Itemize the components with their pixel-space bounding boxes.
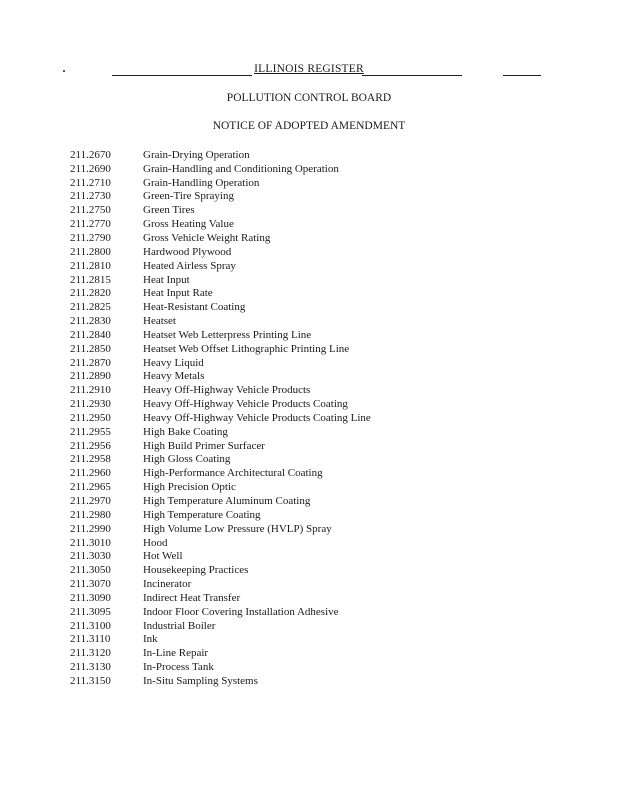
definition-term: Heavy Off-Highway Vehicle Products Coating xyxy=(143,398,348,411)
section-number: 211.2710 xyxy=(70,176,111,189)
definition-row xyxy=(70,425,371,439)
definition-row xyxy=(70,273,371,287)
definition-row xyxy=(70,536,371,550)
definition-row xyxy=(70,646,371,660)
definition-row xyxy=(70,549,371,563)
board-title: POLLUTION CONTROL BOARD xyxy=(226,92,392,104)
section-number: 211.2850 xyxy=(70,342,111,355)
definition-row xyxy=(70,453,371,467)
definition-term: Hardwood Plywood xyxy=(143,245,232,258)
definition-row xyxy=(70,397,371,411)
definition-row xyxy=(70,522,371,536)
definition-row xyxy=(70,356,371,370)
definition-term: High Gloss Coating xyxy=(143,453,231,466)
definition-term: In-Situ Sampling Systems xyxy=(143,674,258,687)
section-number: 211.2956 xyxy=(70,439,111,452)
header-rule-left xyxy=(112,75,252,76)
definition-row xyxy=(70,383,371,397)
section-number: 211.2820 xyxy=(70,287,111,300)
definition-term: Heat Input Rate xyxy=(143,287,213,300)
section-number: 211.2830 xyxy=(70,315,111,328)
definition-term: Green-Tire Spraying xyxy=(143,190,234,203)
notice-title: NOTICE OF ADOPTED AMENDMENT xyxy=(212,120,406,132)
section-number: 211.2950 xyxy=(70,411,111,424)
definition-term: Heatset Web Letterpress Printing Line xyxy=(143,328,312,341)
definition-row xyxy=(70,411,371,425)
section-number: 211.3120 xyxy=(70,647,111,660)
definition-term: Indoor Floor Covering Installation Adhesive xyxy=(143,605,339,618)
section-number: 211.2825 xyxy=(70,301,111,314)
section-number: 211.2870 xyxy=(70,356,111,369)
definition-term: Heat-Resistant Coating xyxy=(143,301,246,314)
definition-row xyxy=(70,660,371,674)
section-number: 211.2670 xyxy=(70,148,111,161)
section-number: 211.2930 xyxy=(70,398,111,411)
header-rule-middle xyxy=(362,75,462,76)
section-number: 211.3130 xyxy=(70,661,111,674)
section-number: 211.2890 xyxy=(70,370,111,383)
definition-row xyxy=(70,190,371,204)
definition-row xyxy=(70,480,371,494)
section-number: 211.2980 xyxy=(70,508,111,521)
section-number: 211.2960 xyxy=(70,467,111,480)
definition-term: Heavy Off-Highway Vehicle Products Coating Line xyxy=(143,411,371,424)
definition-term: Green Tires xyxy=(143,204,195,217)
definition-row xyxy=(70,300,371,314)
definition-row xyxy=(70,286,371,300)
definition-row xyxy=(70,148,371,162)
section-number: 211.3150 xyxy=(70,674,111,687)
definition-row xyxy=(70,577,371,591)
definition-term: Heavy Metals xyxy=(143,370,205,383)
section-number: 211.2970 xyxy=(70,495,111,508)
section-number: 211.2958 xyxy=(70,453,111,466)
header-rule-right xyxy=(503,75,541,76)
definition-row xyxy=(70,370,371,384)
section-number: 211.3095 xyxy=(70,605,111,618)
section-number: 211.2965 xyxy=(70,481,111,494)
definition-term: Hot Well xyxy=(143,550,183,563)
section-number: 211.2770 xyxy=(70,218,111,231)
definition-row xyxy=(70,508,371,522)
definition-row xyxy=(70,591,371,605)
definition-row xyxy=(70,466,371,480)
definition-term: High Build Primer Surfacer xyxy=(143,439,265,452)
section-number: 211.2800 xyxy=(70,245,111,258)
section-number: 211.2990 xyxy=(70,522,111,535)
definition-row xyxy=(70,619,371,633)
definition-term: Housekeeping Practices xyxy=(143,564,249,577)
section-number: 211.3110 xyxy=(70,633,111,646)
definition-row xyxy=(70,342,371,356)
definition-row xyxy=(70,245,371,259)
definition-term: Heatset xyxy=(143,315,176,328)
definition-term: Incinerator xyxy=(143,578,192,591)
definitions-list xyxy=(70,148,371,688)
definition-term: High Precision Optic xyxy=(143,481,236,494)
definition-row xyxy=(70,259,371,273)
section-number: 211.2730 xyxy=(70,190,111,203)
definition-term: Heatset Web Offset Lithographic Printing Line xyxy=(143,342,350,355)
definition-term: Heavy Liquid xyxy=(143,356,204,369)
definition-term: In-Line Repair xyxy=(143,647,209,660)
definition-row xyxy=(70,563,371,577)
definition-term: Gross Vehicle Weight Rating xyxy=(143,231,271,244)
definition-row xyxy=(70,217,371,231)
definition-term: High Bake Coating xyxy=(143,425,228,438)
register-title: ILLINOIS REGISTER xyxy=(254,63,364,75)
definition-row xyxy=(70,314,371,328)
section-number: 211.3050 xyxy=(70,564,111,577)
definition-term: In-Process Tank xyxy=(143,661,214,674)
definition-term: High Temperature Aluminum Coating xyxy=(143,495,311,508)
definition-term: High Temperature Coating xyxy=(143,508,261,521)
definition-row xyxy=(70,176,371,190)
definition-term: Grain-Drying Operation xyxy=(143,148,250,161)
definition-row xyxy=(70,162,371,176)
section-number: 211.3100 xyxy=(70,619,111,632)
section-number: 211.2810 xyxy=(70,259,111,272)
definition-term: Indirect Heat Transfer xyxy=(143,591,241,604)
definition-term: Grain-Handling and Conditioning Operation xyxy=(143,162,339,175)
definition-term: Grain-Handling Operation xyxy=(143,176,260,189)
section-number: 211.2750 xyxy=(70,204,111,217)
section-number: 211.2815 xyxy=(70,273,111,286)
definition-row xyxy=(70,231,371,245)
section-number: 211.3070 xyxy=(70,578,111,591)
section-number: 211.2910 xyxy=(70,384,111,397)
definition-term: Industrial Boiler xyxy=(143,619,216,632)
definition-term: High-Performance Architectural Coating xyxy=(143,467,323,480)
definition-row xyxy=(70,203,371,217)
definition-term: High Volume Low Pressure (HVLP) Spray xyxy=(143,522,332,535)
definition-term: Heavy Off-Highway Vehicle Products xyxy=(143,384,311,397)
section-number: 211.2690 xyxy=(70,162,111,175)
definition-term: Heat Input xyxy=(143,273,190,286)
definition-row xyxy=(70,439,371,453)
definition-row xyxy=(70,674,371,688)
section-number: 211.2955 xyxy=(70,425,111,438)
section-number: 211.2790 xyxy=(70,231,111,244)
definition-term: Hood xyxy=(143,536,168,549)
definition-term: Ink xyxy=(143,633,158,646)
definition-row xyxy=(70,494,371,508)
definition-row xyxy=(70,328,371,342)
section-number: 211.2840 xyxy=(70,328,111,341)
definition-term: Gross Heating Value xyxy=(143,218,234,231)
definition-term: Heated Airless Spray xyxy=(143,259,236,272)
section-number: 211.3030 xyxy=(70,550,111,563)
section-number: 211.3090 xyxy=(70,591,111,604)
definition-row xyxy=(70,605,371,619)
definition-row xyxy=(70,633,371,647)
section-number: 211.3010 xyxy=(70,536,111,549)
